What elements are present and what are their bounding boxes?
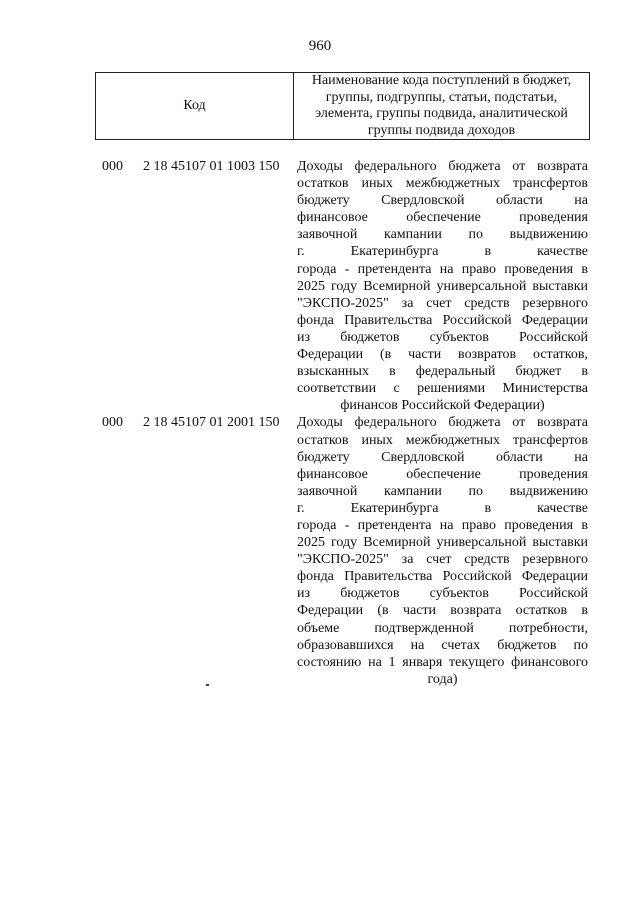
description-line: фонда Правительства Российской Федерации (297, 569, 588, 585)
description-line: года) (427, 671, 458, 687)
description-line: 2025 году Всемирной универсальной выставки (297, 535, 588, 551)
admin-code: 000 (102, 159, 123, 174)
entries-list (0, 158, 640, 688)
description-line: "ЭКСПО-2025" за счет средств резервного (297, 552, 588, 568)
description-line: финансовое обеспечение проведения (297, 210, 588, 226)
description-line: заявочной кампании по выдвижению (297, 227, 588, 243)
description-line: взысканных в федеральный бюджет в (297, 364, 588, 380)
code-column-header: Код (96, 73, 294, 140)
scan-speck (206, 684, 209, 686)
description-line: бюджету Свердловской области на (297, 449, 588, 465)
income-description (297, 158, 588, 414)
description-line: из бюджетов субъектов Российской (297, 329, 588, 345)
table-row (0, 158, 640, 414)
page-number: 960 (308, 38, 332, 54)
description-line: города - претендента на право проведения в (297, 261, 588, 277)
description-line: остатков иных межбюджетных трансфертов (297, 176, 588, 192)
column-header-table (95, 72, 590, 140)
description-line: 2025 году Всемирной универсальной выставки (297, 278, 588, 294)
description-line: состоянию на 1 января текущего финансового (297, 654, 588, 670)
description-line: Федерации (в части возврата остатков в (297, 603, 588, 619)
description-line: заявочной кампании по выдвижению (297, 483, 588, 499)
description-line: образовавшихся на счетах бюджетов по (297, 637, 588, 653)
description-line: финансов Российской Федерации) (340, 398, 545, 414)
budget-classification-code: 2 18 45107 01 1003 150 (143, 159, 280, 174)
budget-classification-code: 2 18 45107 01 2001 150 (143, 415, 280, 431)
column-header-row (96, 73, 590, 140)
description-line: финансовое обеспечение проведения (297, 466, 588, 482)
admin-code: 000 (102, 415, 123, 431)
name-column-header: Наименование кода поступлений в бюджет, группы, подгруппы, статьи, подстатьи, элемента, группы подвида, аналитической группы подвида доходов (294, 73, 590, 140)
description-line: остатков иных межбюджетных трансфертов (297, 432, 588, 448)
income-description (297, 414, 588, 688)
description-line: фонда Правительства Российской Федерации (297, 312, 588, 328)
description-line: соответствии с решениями Министерства (297, 381, 588, 397)
description-line: из бюджетов субъектов Российской (297, 586, 588, 602)
description-line: Доходы федерального бюджета от возврата (297, 159, 588, 174)
description-line: "ЭКСПО-2025" за счет средств резервного (297, 295, 588, 311)
description-line: Доходы федерального бюджета от возврата (297, 415, 588, 431)
description-line: Федерации (в части возвратов остатков, (297, 347, 588, 363)
description-line: объеме подтвержденной потребности, (297, 620, 588, 636)
description-line: г. Екатеринбурга в качестве (297, 500, 588, 516)
description-line: бюджету Свердловской области на (297, 193, 588, 209)
table-row (0, 414, 640, 688)
description-line: г. Екатеринбурга в качестве (297, 244, 588, 260)
description-line: города - претендента на право проведения в (297, 517, 588, 533)
